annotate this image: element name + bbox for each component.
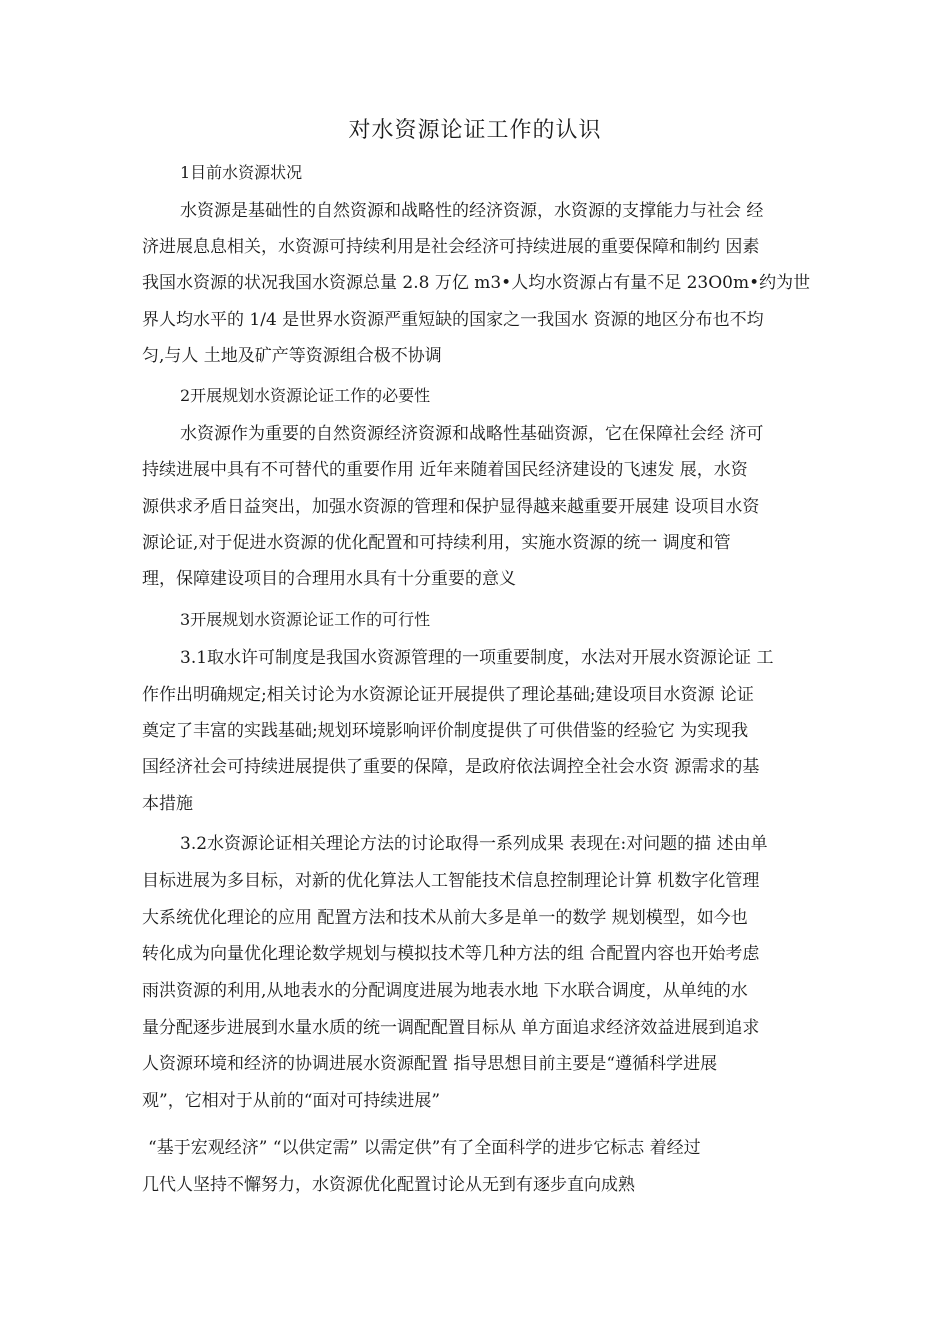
- paragraph-2-line-3: 源供求矛盾日益突出，加强水资源的管理和保护显得越来越重要开展建 设项目水资: [142, 497, 760, 517]
- section-heading-1: 1目前水资源状况: [180, 163, 303, 182]
- paragraph-4-line-5: 雨洪资源的利用,从地表水的分配调度进展为地表水地 下水联合调度，从单纯的水: [142, 981, 748, 1001]
- paragraph-3-line-1: 3.1取水许可制度是我国水资源管理的一项重要制度，水法对开展水资源论证 工: [180, 648, 774, 668]
- paragraph-3-line-5: 本措施: [142, 794, 193, 814]
- paragraph-3-line-3: 奠定了丰富的实践基础;规划环境影响评价制度提供了可供借鉴的经验它 为实现我: [142, 721, 749, 741]
- section-heading-3: 3开展规划水资源论证工作的可行性: [180, 610, 431, 629]
- paragraph-2-line-4: 源论证,对于促进水资源的优化配置和可持续利用，实施水资源的统一 调度和管: [142, 533, 731, 553]
- paragraph-2-line-1: 水资源作为重要的自然资源经济资源和战略性基础资源，它在保障社会经 济可: [180, 424, 764, 444]
- paragraph-4-line-7: 人资源环境和经济的协调进展水资源配置 指导思想目前主要是“遵循科学进展: [142, 1054, 718, 1074]
- paragraph-2-line-5: 理，保障建设项目的合理用水具有十分重要的意义: [142, 569, 516, 589]
- paragraph-4-line-8: 观”，它相对于从前的“面对可持续进展”: [142, 1091, 441, 1111]
- paragraph-4-line-6: 量分配逐步进展到水量水质的统一调配配置目标从 单方面追求经济效益进展到追求: [142, 1018, 760, 1038]
- paragraph-5-line-2: 几代人坚持不懈努力，水资源优化配置讨论从无到有逐步直向成熟: [142, 1175, 635, 1195]
- paragraph-4-line-3: 大系统优化理论的应用 配置方法和技术从前大多是单一的数学 规划模型，如今也: [142, 908, 748, 928]
- paragraph-3-line-4: 国经济社会可持续进展提供了重要的保障，是政府依法调控全社会水资 源需求的基: [142, 757, 760, 777]
- paragraph-4-line-2: 目标进展为多目标，对新的优化算法人工智能技术信息控制理论计算 机数字化管理: [142, 871, 760, 891]
- paragraph-1-line-3: 我国水资源的状况我国水资源总量 2.8 万亿 m3•人均水资源占有量不足 23O0m•约为世: [142, 273, 811, 293]
- section-heading-2: 2开展规划水资源论证工作的必要性: [180, 386, 431, 405]
- paragraph-3-line-2: 作作出明确规定;相关讨论为水资源论证开展提供了理论基础;建设项目水资源 论证: [142, 685, 754, 705]
- paragraph-2-line-2: 持续进展中具有不可替代的重要作用 近年来随着国民经济建设的飞速发 展，水资: [142, 460, 748, 480]
- paragraph-1-line-4: 界人均水平的 1/4 是世界水资源严重短缺的国家之一我国水 资源的地区分布也不均: [142, 310, 764, 330]
- paragraph-1-line-2: 济进展息息相关，水资源可持续利用是社会经济可持续进展的重要保障和制约 因素: [142, 237, 760, 257]
- paragraph-5-line-1: “基于宏观经济” “以供定需” 以需定供”有了全面科学的进步它标志 着经过: [148, 1138, 701, 1158]
- paragraph-4-line-4: 转化成为向量优化理论数学规划与模拟技术等几种方法的组 合配置内容也开始考虑: [142, 944, 760, 964]
- paragraph-4-line-1: 3.2水资源论证相关理论方法的讨论取得一系列成果 表现在:对问题的描 述由单: [180, 834, 768, 854]
- paragraph-1-line-1: 水资源是基础性的自然资源和战略性的经济资源，水资源的支撑能力与社会 经: [180, 201, 764, 221]
- paragraph-1-line-5: 匀,与人 土地及矿产等资源组合极不协调: [142, 346, 442, 366]
- document-title: 对水资源论证工作的认识: [348, 118, 602, 143]
